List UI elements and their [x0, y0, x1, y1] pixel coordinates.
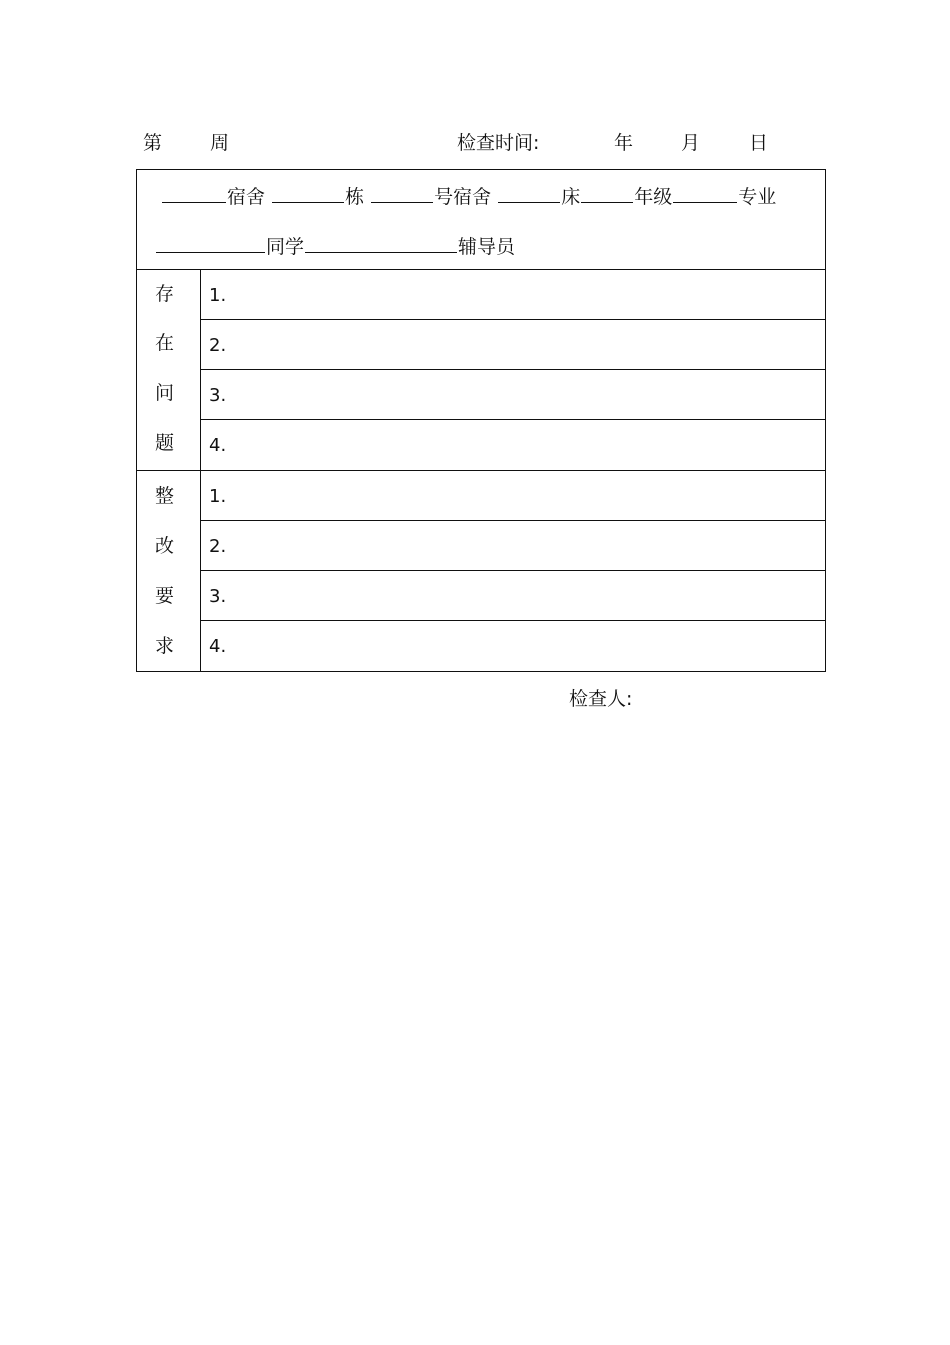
blank-student[interactable] — [156, 233, 265, 253]
blank-building[interactable] — [272, 183, 344, 203]
problems-label-char: 在 — [155, 332, 175, 354]
rectify-row[interactable] — [201, 571, 825, 621]
rectify-row[interactable] — [201, 521, 825, 571]
label-major: 专业 — [738, 186, 777, 208]
row-number: 1. — [209, 486, 227, 507]
form-header — [137, 170, 825, 270]
rectify-label-char: 求 — [155, 635, 175, 657]
row-number: 2. — [209, 536, 227, 557]
blank-dorm[interactable] — [162, 183, 226, 203]
row-number: 2. — [209, 335, 227, 356]
row-number: 3. — [209, 586, 227, 607]
blank-counselor[interactable] — [305, 233, 457, 253]
problem-row[interactable] — [201, 370, 825, 420]
problems-section — [137, 270, 825, 471]
inspector-label: 检查人: — [569, 688, 633, 710]
label-grade: 年级 — [634, 186, 673, 208]
blank-room[interactable] — [371, 183, 433, 203]
problem-row[interactable] — [201, 320, 825, 370]
row-number: 3. — [209, 385, 227, 406]
rectify-label-char: 整 — [155, 485, 175, 507]
label-building: 栋 — [345, 186, 365, 208]
label-bed: 床 — [561, 186, 581, 208]
label-dorm: 宿舍 — [227, 186, 266, 208]
blank-major[interactable] — [673, 183, 737, 203]
rectify-label-char: 要 — [155, 585, 175, 607]
blank-grade[interactable] — [581, 183, 633, 203]
problems-label-char: 问 — [155, 382, 175, 404]
label-counselor: 辅导员 — [458, 236, 516, 258]
header-line-2 — [155, 233, 515, 260]
blank-bed[interactable] — [498, 183, 560, 203]
problem-row[interactable] — [201, 420, 825, 470]
rectify-label-char: 改 — [155, 535, 175, 557]
dorm-inspection-form — [136, 169, 826, 672]
day-label: 日 — [749, 132, 769, 154]
rectify-section — [137, 471, 825, 672]
rectify-row[interactable] — [201, 621, 825, 671]
week-prefix: 第 — [143, 132, 163, 154]
year-label: 年 — [614, 132, 634, 154]
label-student: 同学 — [266, 236, 305, 258]
week-suffix: 周 — [210, 132, 230, 154]
month-label: 月 — [681, 132, 701, 154]
row-number: 4. — [209, 435, 227, 456]
problems-label-char: 存 — [155, 283, 175, 305]
row-number: 4. — [209, 636, 227, 657]
label-room: 号宿舍 — [434, 186, 492, 208]
problem-row[interactable] — [201, 270, 825, 320]
rectify-row[interactable] — [201, 471, 825, 521]
problems-label-char: 题 — [155, 432, 175, 454]
header-line-1 — [161, 183, 776, 210]
check-time-label: 检查时间: — [457, 132, 540, 154]
row-number: 1. — [209, 285, 227, 306]
